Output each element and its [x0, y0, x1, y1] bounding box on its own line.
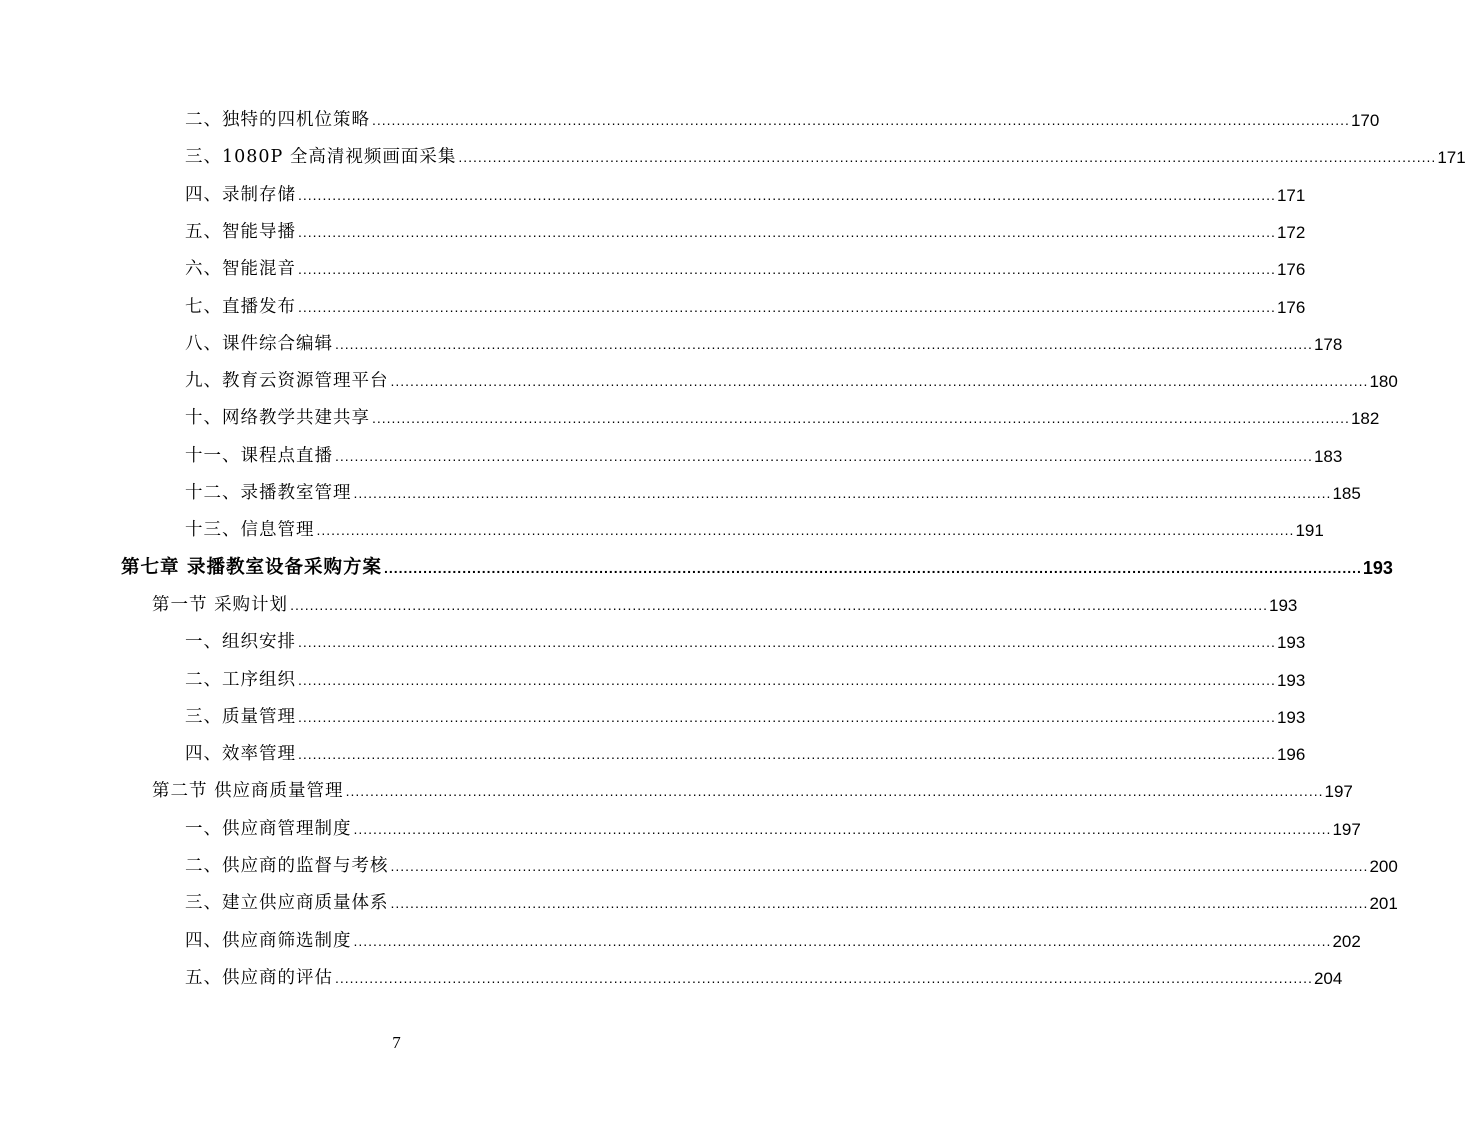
toc-leader-dots: ........................................................................................................................................................................................................ [335, 969, 1313, 986]
toc-entry-page: 193 [1362, 557, 1393, 578]
toc-entry-title: 一、组织安排 [185, 632, 296, 653]
toc-item-entry[interactable] [185, 217, 1306, 243]
toc-leader-dots: ........................................................................................................................................................................................................ [298, 298, 1276, 315]
toc-entry-page: 182 [1350, 409, 1380, 429]
toc-entry-page: 172 [1276, 222, 1306, 242]
toc-entry-title: 二、供应商的监督与考核 [185, 856, 389, 876]
toc-leader-dots: ........................................................................................................................................................................................................ [298, 746, 1276, 763]
toc-item-entry[interactable] [185, 478, 1361, 504]
toc-leader-dots: ........................................................................................................................................................................................................ [458, 149, 1437, 166]
toc-entry-title: 二、独特的四机位策略 [185, 110, 370, 130]
toc-item-entry[interactable] [185, 739, 1306, 765]
toc-leader-dots: ........................................................................................................................................................................................................ [372, 410, 1350, 427]
toc-entry-title: 十三、信息管理 [185, 520, 315, 541]
toc-entry-page: 191 [1295, 521, 1324, 541]
page-number: 7 [392, 1033, 401, 1052]
toc-item-entry[interactable] [185, 963, 1343, 989]
toc-leader-dots: ........................................................................................................................................................................................................ [335, 447, 1313, 464]
toc-leader-dots: ........................................................................................................................................................................................................ [390, 858, 1369, 874]
toc-item-entry[interactable] [185, 105, 1380, 131]
toc-entry-page: 200 [1369, 857, 1398, 876]
toc-leader-dots: ........................................................................................................................................................................................................ [335, 335, 1313, 352]
toc-entry-page: 196 [1276, 745, 1306, 765]
toc-entry-page: 176 [1276, 297, 1306, 317]
toc-item-entry[interactable] [185, 851, 1398, 877]
toc-leader-dots: ........................................................................................................................................................................................................ [290, 596, 1268, 613]
toc-entry-title: 一、供应商管理制度 [185, 818, 352, 839]
toc-entry-title: 第一节 采购计划 [152, 594, 289, 615]
toc-entry-page: 201 [1369, 894, 1398, 914]
toc-leader-dots: ........................................................................................................................................................................................................ [298, 186, 1276, 203]
toc-entry-title: 四、录制存储 [185, 184, 296, 205]
toc-entry-page: 171 [1276, 185, 1306, 205]
toc-item-entry[interactable] [185, 814, 1361, 840]
toc-section-entry[interactable] [152, 776, 1353, 802]
toc-chapter-entry[interactable] [121, 553, 1393, 579]
toc-entry-title: 八、课件综合编辑 [185, 333, 333, 354]
toc-entry-title: 七、直播发布 [185, 296, 296, 317]
toc-item-entry[interactable] [185, 254, 1306, 280]
toc-entry-page: 197 [1324, 782, 1353, 802]
toc-entry-title: 十、网络教学共建共享 [185, 408, 370, 429]
toc-leader-dots: ........................................................................................................................................................................................................ [298, 223, 1276, 240]
toc-leader-dots: ........................................................................................................................................................................................................ [353, 485, 1332, 501]
toc-leader-dots: ........................................................................................................................................................................................................ [390, 373, 1369, 390]
toc-entry-title: 十二、录播教室管理 [185, 483, 352, 503]
toc-entry-title: 六、智能混音 [185, 259, 296, 280]
toc-entry-page: 183 [1313, 446, 1343, 466]
toc-leader-dots: ........................................................................................................................................................................................................ [298, 708, 1276, 725]
toc-entry-title: 四、效率管理 [185, 744, 296, 765]
toc-entry-title: 三、质量管理 [185, 706, 296, 727]
toc-item-entry[interactable] [185, 441, 1343, 467]
toc-entry-title: 第二节 供应商质量管理 [152, 781, 344, 802]
toc-entry-page: 193 [1276, 707, 1306, 727]
toc-item-entry[interactable] [185, 329, 1343, 355]
toc-item-entry[interactable] [185, 292, 1306, 318]
toc-entry-page: 170 [1350, 111, 1380, 130]
toc-item-entry[interactable] [185, 515, 1324, 541]
toc-entry-title: 五、智能导播 [185, 221, 296, 242]
toc-leader-dots: ........................................................................................................................................................................................................ [298, 671, 1276, 688]
toc-entry-title: 三、建立供应商质量体系 [185, 893, 389, 914]
toc-item-entry[interactable] [185, 888, 1398, 914]
toc-leader-dots: ........................................................................................................................................................................................................ [298, 261, 1276, 278]
toc-leader-dots: ........................................................................................................................................................................................................ [372, 112, 1350, 128]
toc-entry-page: 180 [1369, 372, 1398, 392]
toc-leader-dots: ........................................................................................................................................................................................................ [383, 559, 1362, 576]
toc-entry-page: 204 [1313, 968, 1343, 988]
toc-entry-page: 202 [1332, 931, 1361, 951]
toc-leader-dots: ........................................................................................................................................................................................................ [390, 895, 1369, 912]
toc-entry-title: 三、1080P 全高清视频画面采集 [185, 147, 457, 168]
toc-item-entry[interactable] [185, 142, 1466, 168]
toc-leader-dots: ........................................................................................................................................................................................................ [316, 522, 1295, 539]
toc-item-entry[interactable] [185, 403, 1380, 429]
toc-leader-dots: ........................................................................................................................................................................................................ [298, 634, 1276, 651]
toc-entry-title: 十一、课程点直播 [185, 445, 333, 466]
toc-entry-title: 九、教育云资源管理平台 [185, 371, 389, 392]
toc-item-entry[interactable] [185, 180, 1306, 206]
toc-entry-page: 193 [1276, 670, 1306, 690]
toc-entry-page: 193 [1269, 595, 1298, 615]
toc-entry-page: 176 [1276, 260, 1306, 280]
toc-entry-page: 193 [1276, 633, 1306, 653]
toc-leader-dots: ........................................................................................................................................................................................................ [353, 932, 1332, 949]
toc-entry-title: 第七章 录播教室设备采购方案 [121, 556, 382, 578]
toc-entry-title: 四、供应商筛选制度 [185, 930, 352, 951]
toc-entry-page: 171 [1437, 148, 1466, 168]
toc-section-entry[interactable] [152, 590, 1298, 616]
toc-item-entry[interactable] [185, 702, 1306, 728]
toc-item-entry[interactable] [185, 627, 1306, 653]
toc-leader-dots: ........................................................................................................................................................................................................ [345, 783, 1324, 800]
toc-entry-page: 197 [1332, 819, 1361, 839]
toc-entry-title: 二、工序组织 [185, 669, 296, 690]
toc-item-entry[interactable] [185, 665, 1306, 691]
toc-item-entry[interactable] [185, 366, 1398, 392]
toc-leader-dots: ........................................................................................................................................................................................................ [353, 820, 1332, 837]
toc-item-entry[interactable] [185, 926, 1361, 952]
toc-entry-page: 185 [1332, 484, 1361, 503]
toc-entry-page: 178 [1313, 334, 1343, 354]
toc-entry-title: 五、供应商的评估 [185, 967, 333, 988]
